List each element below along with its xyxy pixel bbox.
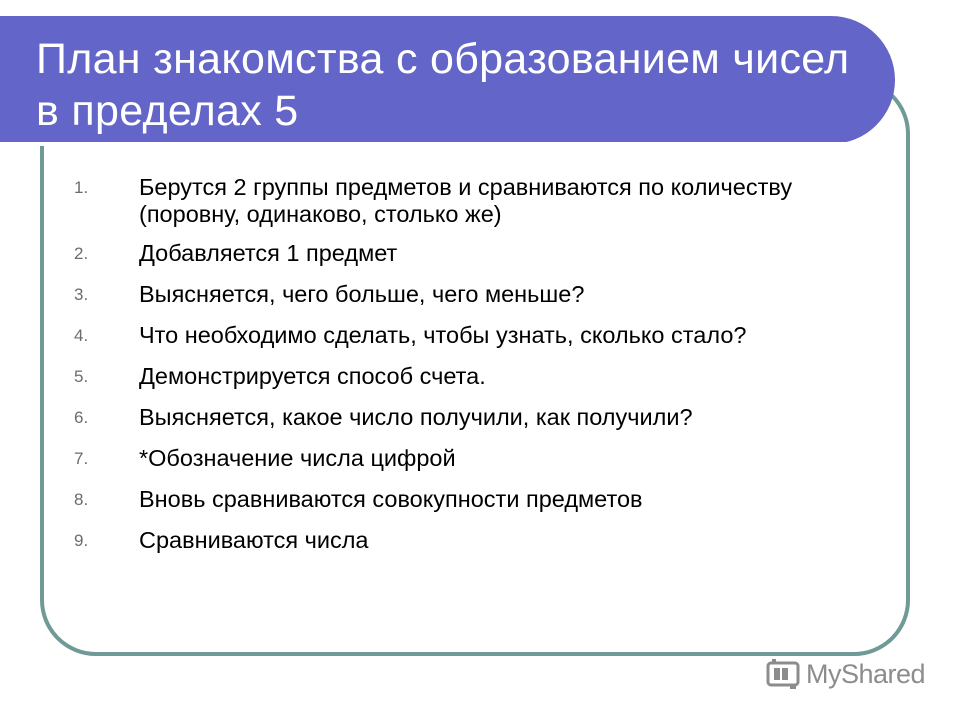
list-item [74,523,874,556]
title-underline [0,142,848,146]
step-number: 2. [74,244,89,263]
step-number: 3. [74,285,89,304]
list-item [74,277,874,310]
list-item [74,236,874,269]
step-text: Вновь сравниваются совокупности предметов [139,486,643,512]
step-text: Выясняется, какое число получили, как получили? [139,404,693,430]
step-text: *Обозначение числа цифрой [139,445,456,471]
step-number: 6. [74,408,89,427]
list-item [74,400,874,433]
step-number: 5. [74,367,89,386]
step-number: 4. [74,326,89,345]
list-item [74,441,874,474]
step-text: Что необходимо сделать, чтобы узнать, сколько стало? [139,322,747,348]
steps-list [74,170,874,564]
step-number: 8. [74,490,89,509]
list-item [74,482,874,515]
list-item [74,359,874,392]
list-item [74,170,874,228]
step-number: 7. [74,449,89,468]
myshared-logo-icon [766,657,802,691]
watermark-text: MyShared [806,658,926,689]
step-text: Сравниваются числа [139,527,369,553]
step-text: Выясняется, чего больше, чего меньше? [139,281,585,307]
title-band [0,16,895,144]
step-text: Берутся 2 группы предметов и сравниваются по количеству (поровну, одинаково, столько же) [139,174,793,227]
slide-title: План знакомства с образованием чисел в пределах 5 [36,35,850,135]
watermark[interactable] [766,656,925,692]
step-text: Демонстрируется способ счета. [139,363,486,389]
list-item [74,318,874,351]
step-text: Добавляется 1 предмет [139,240,398,266]
step-number: 9. [74,531,89,550]
step-number: 1. [74,178,89,197]
